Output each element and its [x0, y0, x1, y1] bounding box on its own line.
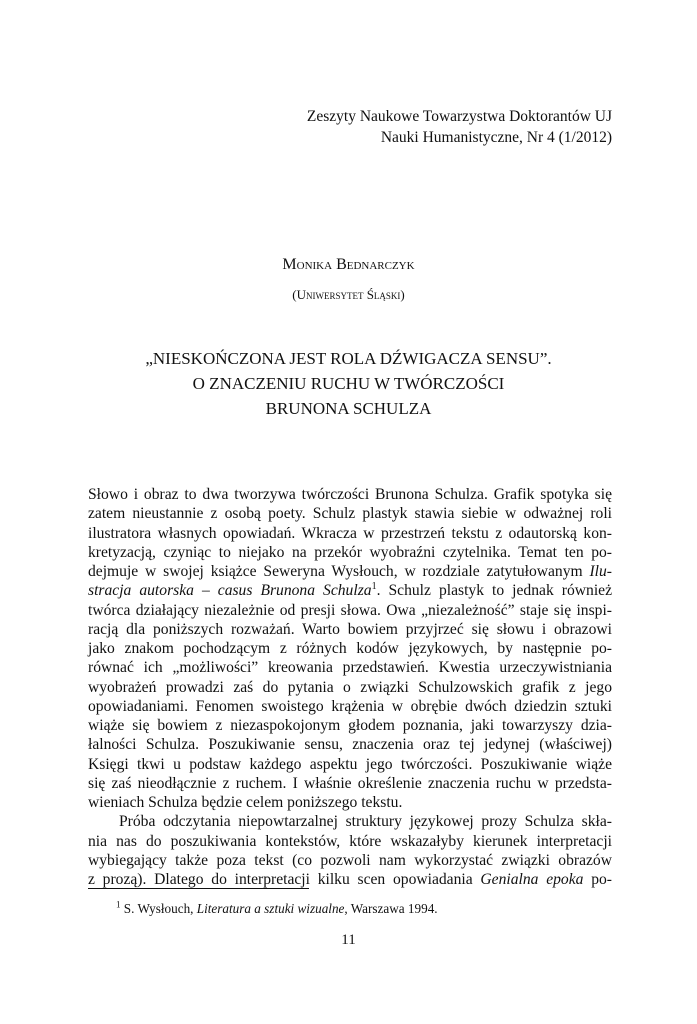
title-line-1: „NIESKOŃCZONA JEST ROLA DŹWIGACZA SENSU”. — [145, 349, 552, 368]
page-number: 11 — [341, 932, 356, 948]
title-line-3: BRUNONA SCHULZA — [265, 399, 432, 418]
body-line: Słowo i obraz to dwa tworzywa twórczości Brunona Schulza. Grafik spotyka się — [88, 486, 612, 503]
journal-name: Zeszyty Naukowe Towarzystwa Doktorantów UJ — [306, 108, 612, 125]
body-line: twórca działający niezależnie od presji słowa. Owa „niezależność” staje się inspi- — [88, 601, 612, 619]
italic-text: Ilu- — [589, 563, 612, 580]
footnote — [116, 900, 438, 917]
italic-text: stracja autorska – casus Brunona Schulza — [88, 582, 372, 600]
footnote-mark: 1 — [116, 899, 121, 910]
body-line: zatem nieustannie z osobą poety. Schulz plastyk stawia siebie w odważnej roli — [88, 505, 612, 523]
footnote-reference: 1 — [371, 581, 377, 593]
body-line: Księgi tkwi u podstaw każdego aspektu jego twórczości. Poszukiwanie wiąże — [88, 755, 612, 773]
body-line: wieniach Schulza będzie celem poniższego tekstu. — [88, 794, 403, 811]
body-text-span: . Schulz plastyk to jednak również — [376, 582, 612, 600]
body-line: wyobrażeń prowadzi zaś do pytania o związki Schulzowskich grafik z jego — [88, 678, 612, 696]
journal-header — [192, 106, 612, 148]
footnote-separator — [88, 888, 309, 889]
body-line — [88, 870, 612, 889]
body-line: opowiadaniami. Fenomen swoistego krążenia w obrębie dwóch dziedzin sztuki — [88, 697, 612, 715]
body-text-span: po- — [583, 871, 612, 888]
footnote-rest: , Warszawa 1994. — [344, 901, 438, 916]
author-name: Monika Bednarczyk — [282, 256, 415, 273]
body-line: ilustratora własnych opowiadań. Wkracza w przestrzeń tekstu z odautorską kon- — [88, 524, 612, 542]
journal-issue: Nauki Humanistyczne, Nr 4 (1/2012) — [380, 129, 612, 146]
body-text — [88, 485, 612, 889]
body-line: równać ich „możliwości” kreowania przedstawień. Kwestia urzeczywistniania — [88, 659, 612, 677]
body-line: nia nas do poszukiwania kontekstów, które wskazałyby kierunek interpretacji — [88, 832, 612, 850]
body-line: wiąże się bowiem z niezaspokojonym głodem poznania, jaki towarzyszy dzia- — [88, 717, 612, 734]
body-line: jako znakom pochodzącym z różnych kodów językowych, by następnie po- — [88, 640, 612, 657]
author-affiliation: (Uniwersytet Śląski) — [292, 287, 405, 302]
body-line: kretyzacją, czyniąc to niejako na przekór wyobraźni czytelnika. Temat ten po- — [88, 543, 612, 561]
article-title — [60, 346, 637, 421]
body-text-span: dejmuje w swojej książce Seweryna Wysłouch, w rozdziale zatytułowanym — [88, 563, 590, 580]
body-text-span: z prozą). Dlatego do interpretacji kilku scen opowiadania — [88, 871, 481, 888]
body-line: wybiegający także poza tekst (co pozwoli nam wykorzystać związki obrazów — [88, 851, 612, 869]
body-line: się zaś nieodłącznie z ruchem. I właśnie określenie znaczenia ruchu w przedsta- — [88, 774, 612, 792]
title-line-2: O ZNACZENIU RUCHU W TWÓRCZOŚCI — [192, 374, 505, 393]
body-line: racją dla poniższych rozważań. Warto bowiem przyjrzeć się słowu i obrazowi — [88, 620, 612, 638]
body-line: łalności Schulza. Poszukiwanie sensu, znaczenia oraz tej jedynej (właściwej) — [88, 736, 612, 754]
footnote-author: S. Wysłouch, — [120, 901, 197, 916]
body-line: Próba odczytania niepowtarzalnej struktury językowej prozy Schulza skła- — [119, 813, 612, 831]
italic-text: Genialna epoka — [480, 871, 584, 888]
footnote-title: Literatura a sztuki wizualne — [196, 901, 345, 916]
body-line — [88, 562, 612, 581]
body-line — [88, 581, 612, 600]
